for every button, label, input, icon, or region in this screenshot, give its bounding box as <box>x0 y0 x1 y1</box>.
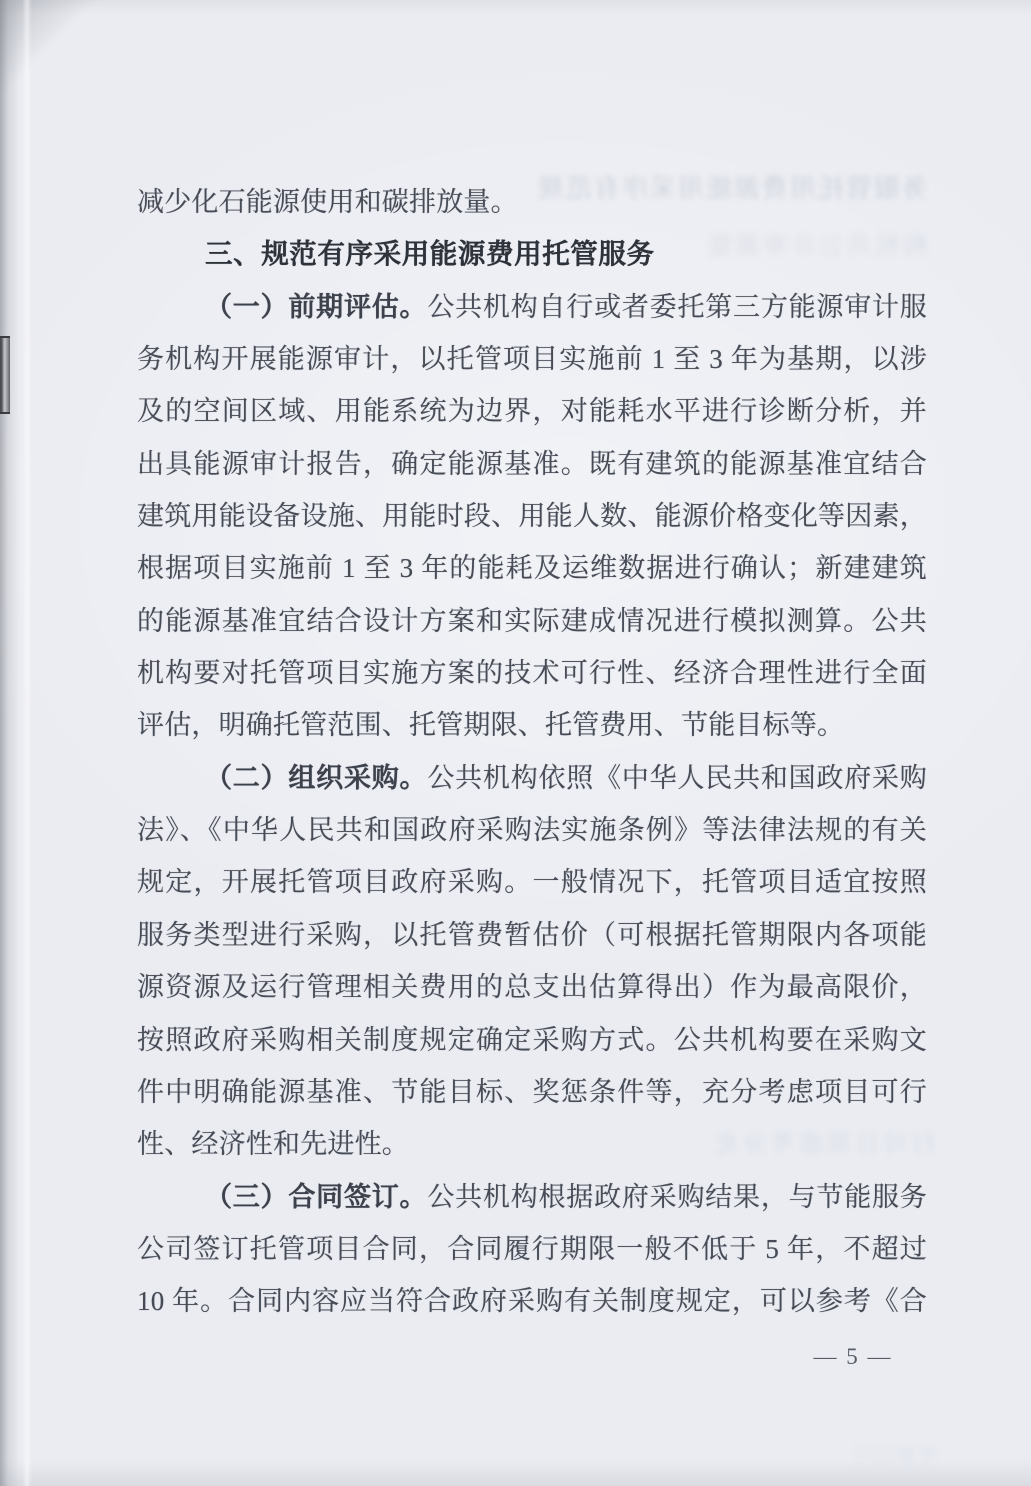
text-line: （三）合同签订。公共机构根据政府采购结果，与节能服务 <box>205 1181 927 1212</box>
text-line: 性、经济性和先进性。 <box>137 1129 409 1160</box>
text-line: 公司签订托管项目合同，合同履行期限一般不低于 5 年，不超过 <box>137 1233 927 1264</box>
text-line: 减少化石能源使用和碳排放量。 <box>137 187 518 217</box>
text-line: 的能源基准宜结合设计方案和实际建成情况进行模拟测算。公共 <box>137 605 927 636</box>
text-line: （一）前期评估。公共机构自行或者委托第三方能源审计服 <box>205 291 927 322</box>
bleedthrough-text: 考参以可 <box>851 1444 940 1469</box>
text-line: 及的空间区域、用能系统为边界，对能耗水平进行诊断分析，并 <box>137 396 927 427</box>
subsection-lead: （三）合同签订。 <box>205 1181 428 1212</box>
text-line: 10 年。合同内容应当符合政府采购有关制度规定，可以参考《合 <box>137 1286 927 1317</box>
text-line: 服务类型进行采购，以托管费暂估价（可根据托管期限内各项能 <box>137 919 927 950</box>
text-line: 评估，明确托管范围、托管期限、托管费用、节能目标等。 <box>137 710 845 741</box>
text-line: 机构要对托管项目实施方案的技术可行性、经济合理性进行全面 <box>137 658 927 689</box>
text-line: （二）组织采购。公共机构依照《中华人民共和国政府采购 <box>205 762 927 793</box>
section-heading: 三、规范有序采用能源费用托管服务 <box>205 238 655 270</box>
text-line: 建筑用能设备设施、用能时段、用能人数、能源价格变化等因素， <box>137 501 927 532</box>
bleedthrough-text: 务服管托用费源能用采序有范规 <box>535 174 928 203</box>
text-line: 件中明确能源基准、节能目标、奖惩条件等，充分考虑项目可行 <box>137 1076 927 1107</box>
text-line: 规定，开展托管项目政府采购。一般情况下，托管项目适宜按照 <box>137 867 927 898</box>
page-number: — 5 — <box>813 1344 893 1369</box>
bleedthrough-text: 构机共公计审源能 <box>703 233 928 260</box>
bleedthrough-text: 行可目项虑考分充 <box>711 1131 936 1158</box>
text-line: 按照政府采购相关制度规定确定采购方式。公共机构要在采购文 <box>137 1024 927 1055</box>
text-line: 务机构开展能源审计，以托管项目实施前 1 至 3 年为基期，以涉 <box>137 344 927 375</box>
subsection-lead: （一）前期评估。 <box>205 291 428 322</box>
text-line: 法》、《中华人民共和国政府采购法实施条例》等法律法规的有关 <box>137 815 927 846</box>
text-line: 源资源及运行管理相关费用的总支出估算得出）作为最高限价， <box>137 972 927 1003</box>
subsection-lead: （二）组织采购。 <box>205 762 428 793</box>
paper-crease <box>22 0 32 1486</box>
binding-mark <box>0 336 10 414</box>
text-line: 出具能源审计报告，确定能源基准。既有建筑的能源基准宜结合 <box>137 448 927 479</box>
text-line: 根据项目实施前 1 至 3 年的能耗及运维数据进行确认；新建建筑 <box>137 553 927 584</box>
document-body <box>137 176 927 1328</box>
